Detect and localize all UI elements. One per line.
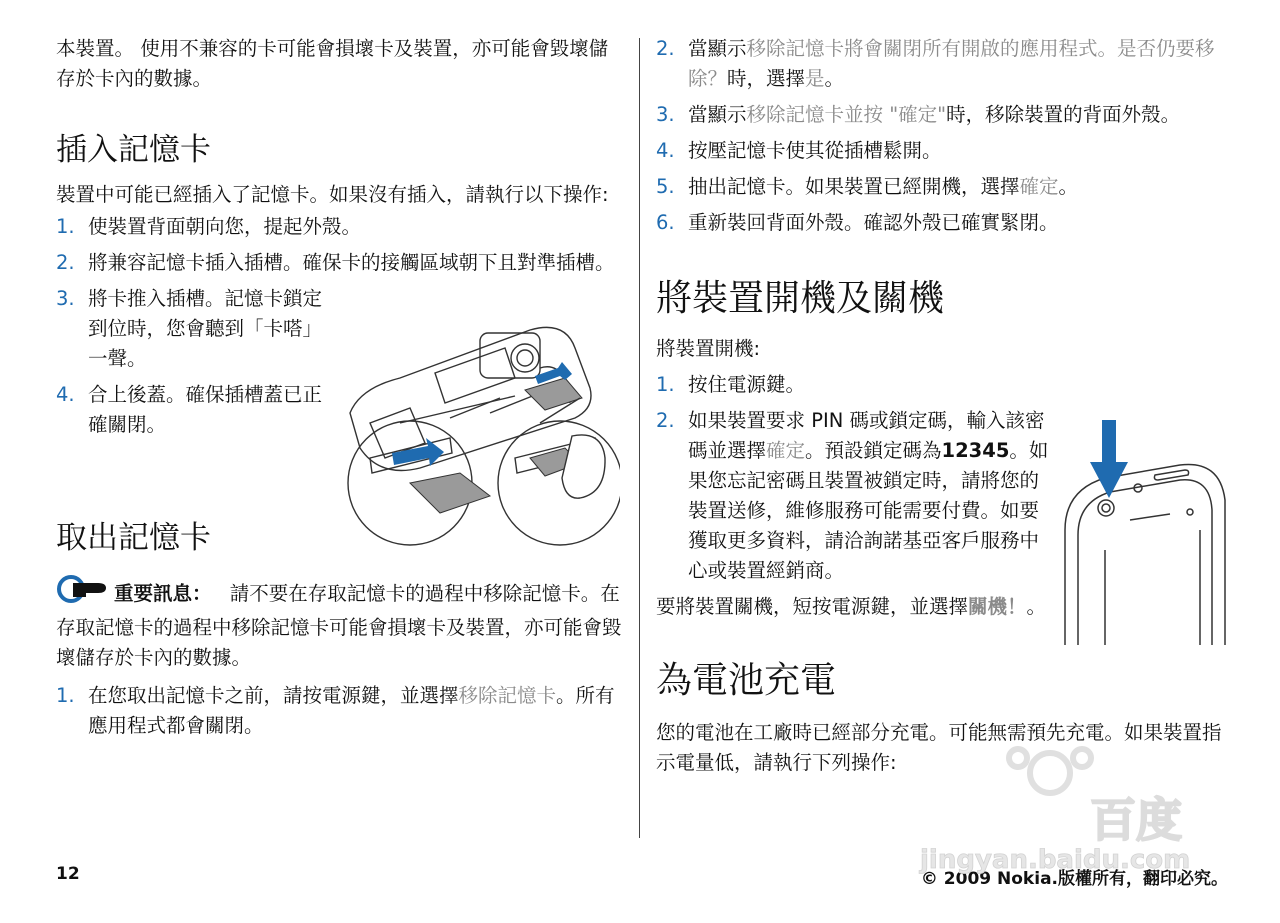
power-key-illustration	[1060, 420, 1230, 649]
memory-card-insertion-illustration	[340, 318, 620, 562]
power-step-2	[656, 406, 1050, 586]
default-lock-code: 12345	[941, 439, 1010, 462]
intro-paragraph: 本裝置。 使用不兼容的卡可能會損壞卡及裝置，亦可能會毀壞儲存於卡內的數據。	[56, 37, 609, 90]
copyright: © 2009 Nokia.版權所有，翻印必究。	[920, 869, 1228, 889]
ui-label-remove-prompt: 移除記憶卡將會關閉所有開啟的應用程式。是否仍要移除？	[688, 37, 1215, 90]
ui-label-remove-confirm: 移除記憶卡並按 "確定"	[746, 103, 947, 126]
step-number: 1.	[56, 684, 75, 707]
power-on-label: 將裝置開機:	[656, 337, 761, 360]
power-off-paragraph	[656, 592, 1050, 622]
ui-label-remove-card: 移除記憶卡	[458, 684, 557, 707]
page-number: 12	[56, 864, 80, 884]
step-number: 2.	[656, 409, 675, 432]
step-text: 使裝置背面朝向您，提起外殼。	[88, 215, 362, 238]
remove-step-6	[656, 208, 1228, 238]
ui-label-ok: 確定	[766, 439, 806, 462]
step-text: 。如果您忘記密碼且裝置被鎖定時，請將您的裝置送修，維修服務可能需要付費。如要獲取更多資料，請洽詢諾基亞客戶服務中心或裝置經銷商。	[688, 439, 1049, 582]
section-title-battery: 為電池充電	[656, 660, 837, 701]
step-text: 按住電源鍵。	[688, 373, 806, 396]
step-text: 時，選擇	[727, 67, 806, 90]
step-text: 。所有應用程式都會關閉。	[88, 684, 615, 737]
important-notice	[56, 574, 626, 673]
remove-step-4	[656, 136, 1228, 166]
step-text: 將卡推入插槽。記憶卡鎖定到位時，您會聽到「卡嗒」一聲。	[88, 287, 323, 370]
svg-text:百度: 百度	[1090, 793, 1182, 847]
power-step-1	[656, 370, 1228, 400]
step-text: 當顯示	[688, 103, 747, 126]
remove-step-3	[656, 100, 1228, 130]
column-divider	[639, 38, 640, 838]
battery-paragraph: 您的電池在工廠時已經部分充電。可能無需預先充電。如果裝置指示電量低，請執行下列操作:	[656, 721, 1222, 774]
important-label: 重要訊息：	[114, 582, 212, 605]
insert-intro: 裝置中可能已經插入了記憶卡。如果沒有插入，請執行以下操作:	[56, 183, 609, 206]
step-text: 。	[824, 67, 845, 90]
step-text: 合上後蓋。確保插槽蓋已正確關閉。	[88, 383, 323, 436]
step-number: 2.	[656, 37, 675, 60]
step-number: 4.	[656, 139, 675, 162]
step-text: 時，移除裝置的背面外殼。	[946, 103, 1181, 126]
right-column	[656, 34, 1228, 778]
insert-step-4	[56, 380, 334, 440]
hand-pointer-icon	[56, 574, 108, 613]
power-off-text: 。	[1026, 595, 1047, 618]
step-text: 如果裝置要求 PIN 碼或鎖定碼，輸入該密碼並選擇	[688, 409, 1045, 462]
step-text: 。	[1058, 175, 1079, 198]
step-number: 6.	[656, 211, 675, 234]
power-off-text: 要將裝置關機，短按電源鍵，並選擇	[656, 595, 969, 618]
watermark-url: jingyan.baidu.com	[920, 845, 1191, 875]
ui-label-ok: 確定	[1019, 175, 1059, 198]
step-text: 抽出記憶卡。如果裝置已經開機，選擇	[688, 175, 1020, 198]
step-text: 當顯示	[688, 37, 747, 60]
insert-step-3	[56, 284, 334, 374]
step-number: 2.	[56, 251, 75, 274]
important-text-a: 請不要在存取記憶卡的過程中移除記憶	[229, 582, 562, 605]
step-text: 重新裝回背面外殼。確認外殼已確實緊閉。	[688, 211, 1059, 234]
step-number: 1.	[656, 373, 675, 396]
section-title-insert-card: 插入記憶卡	[56, 132, 211, 168]
remove-step-2	[656, 34, 1228, 94]
section-title-power: 將裝置開機及關機	[656, 278, 945, 319]
step-number: 3.	[656, 103, 675, 126]
step-number: 3.	[56, 287, 75, 310]
important-text-b: 卡。在存取記憶卡的過程中移除記憶卡可能會損壞卡及裝置，亦可能會毀壞儲存於卡內的數據。	[56, 582, 622, 669]
step-text: 在您取出記憶卡之前，請按電源鍵，並選擇	[88, 684, 459, 707]
section-title-remove-card: 取出記憶卡	[56, 520, 211, 556]
step-number: 5.	[656, 175, 675, 198]
insert-step-2	[56, 248, 626, 278]
remove-step-1	[56, 681, 626, 741]
ui-label-power-off: 關機！	[968, 595, 1027, 618]
step-text: 。預設鎖定碼為	[805, 439, 942, 462]
remove-step-5	[656, 172, 1228, 202]
step-number: 1.	[56, 215, 75, 238]
ui-label-yes: 是	[805, 67, 825, 90]
insert-step-1	[56, 212, 626, 242]
step-text: 按壓記憶卡使其從插槽鬆開。	[688, 139, 942, 162]
step-number: 4.	[56, 383, 75, 406]
step-text: 將兼容記憶卡插入插槽。確保卡的接觸區域朝下且對準插槽。	[88, 251, 615, 274]
